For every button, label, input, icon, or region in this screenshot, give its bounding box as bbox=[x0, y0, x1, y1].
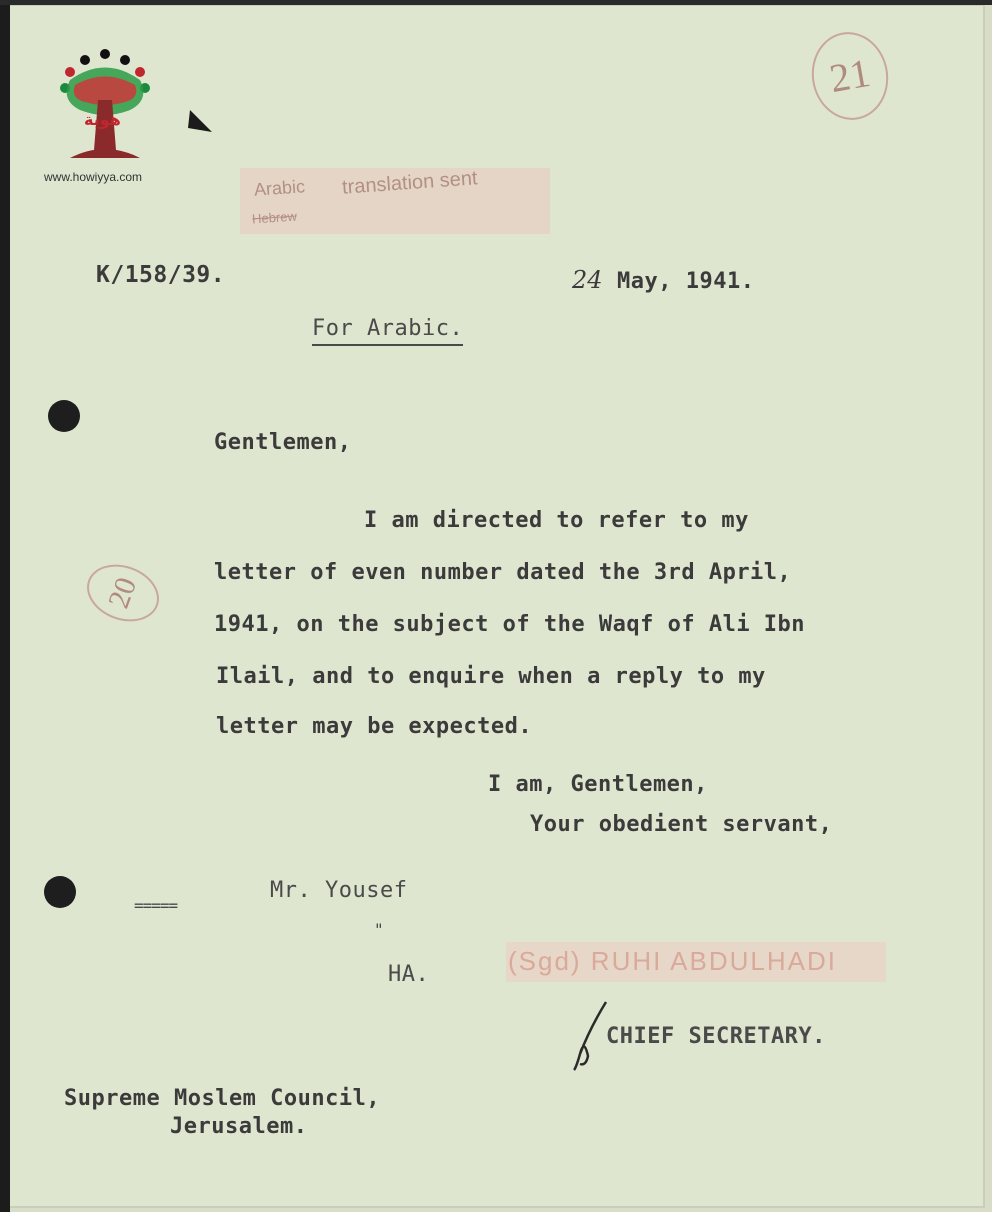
body-line-3: 1941, on the subject of the Waqf of Ali Ibn bbox=[214, 612, 806, 637]
logo-arabic-text: هوية bbox=[84, 110, 121, 129]
body-line-4: Ilail, and to enquire when a reply to my bbox=[216, 664, 766, 689]
corner-mark-icon bbox=[186, 108, 214, 136]
howiyya-logo bbox=[40, 40, 170, 190]
copy-initials: HA. bbox=[388, 962, 430, 987]
salutation: Gentlemen, bbox=[214, 430, 352, 455]
logo-url: www.howiyya.com bbox=[44, 170, 143, 184]
scan-edge bbox=[0, 0, 10, 1212]
date-text: May, 1941. bbox=[617, 269, 755, 294]
body-line-5: letter may be expected. bbox=[216, 714, 533, 739]
closing-line-1: I am, Gentlemen, bbox=[488, 772, 708, 797]
date-line bbox=[572, 266, 754, 294]
heading-text: For Arabic. bbox=[312, 316, 463, 346]
punch-hole bbox=[44, 876, 76, 908]
stamp-line-translation: translation sent bbox=[341, 167, 479, 199]
body-line-1: I am directed to refer to my bbox=[364, 508, 749, 533]
document-heading bbox=[312, 316, 463, 341]
closing-line-2: Your obedient servant, bbox=[530, 812, 833, 837]
signature-stamp: (Sgd) RUHI ABDULHADI bbox=[508, 946, 837, 976]
signature-title: CHIEF SECRETARY. bbox=[606, 1024, 826, 1049]
body-line-2: letter of even number dated the 3rd April, bbox=[214, 560, 792, 585]
folio-number-side: 20 bbox=[79, 555, 167, 631]
folio-number-top: 21 bbox=[805, 26, 895, 126]
stamp-line-hebrew: Hebrew bbox=[251, 208, 298, 227]
stamp-line-arabic: Arabic bbox=[253, 176, 306, 200]
reference-number: K/158/39. bbox=[96, 262, 226, 288]
date-day: 24 bbox=[572, 266, 603, 294]
copy-dash-mark: ===== bbox=[134, 896, 178, 915]
copy-name: Mr. Yousef bbox=[270, 878, 408, 903]
signature-stroke-icon bbox=[570, 998, 610, 1074]
addressee-line-2: Jerusalem. bbox=[170, 1114, 308, 1139]
addressee-line-1: Supreme Moslem Council, bbox=[64, 1086, 381, 1111]
punch-hole bbox=[48, 400, 80, 432]
scan-edge-top bbox=[0, 0, 992, 5]
copy-ditto: " bbox=[374, 920, 385, 939]
